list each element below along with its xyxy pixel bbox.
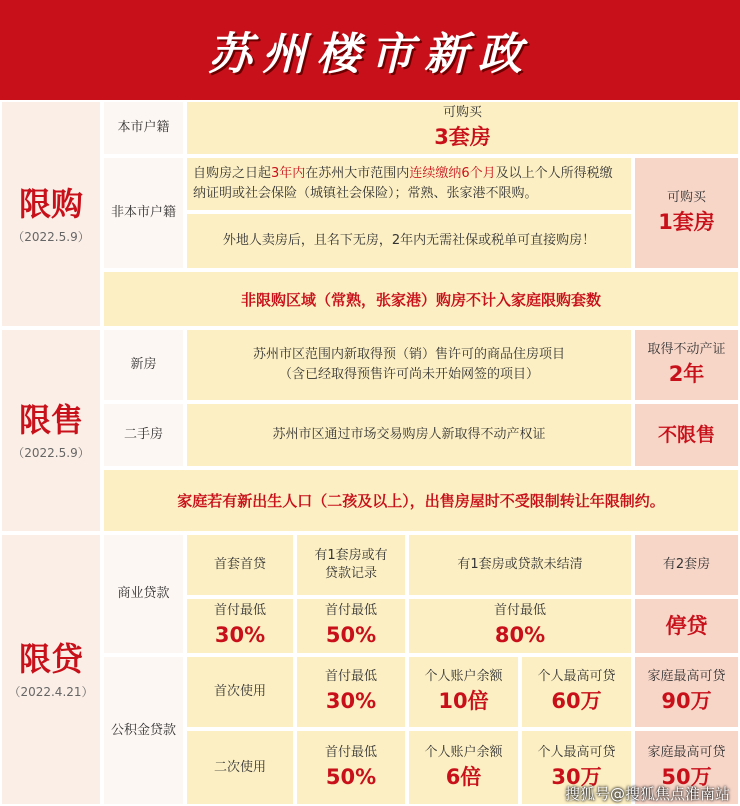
nonlocal-result-cell [633,156,740,270]
rule-part-2: 在苏州大市范围内 [305,166,410,181]
second-hand-label-cell [102,402,185,468]
nonlocal-note: 外地人卖房后，且名下无房，2年内无需社保或税单可直接购房！ [222,233,596,248]
second-hand-result: 不限售 [657,424,715,446]
second-hand-result-cell [633,402,740,468]
commercial-h1-cell [185,533,295,597]
commercial-h4: 有2套房 [662,557,711,572]
fund-second-s2: 个人账户余额 [424,744,503,760]
purchase-section-title: 限购 [18,184,83,223]
commercial-loan-label-cell [102,533,185,655]
fund-first-v3: 60万 [551,689,602,713]
fund-first-s2: 个人账户余额 [424,669,503,684]
commercial-v2-cell [295,597,407,655]
commercial-v1: 30% [214,623,266,647]
new-house-desc-1: 苏州市区范围内新取得预（销）售许可的商品住房项目 [252,347,565,362]
second-hand-label: 二手房 [123,427,163,442]
rule-highlight-months: 连续缴纳6个月 [409,166,496,181]
new-house-result-label: 取得不动产证 [647,342,726,357]
commercial-s3: 首付最低 [493,603,546,618]
fund-first-s4: 家庭最高可贷 [647,669,726,684]
fund-first-label-cell [185,655,295,729]
local-amount: 3套房 [434,125,491,149]
fund-first-c1 [295,655,407,729]
commercial-s2: 首付最低 [324,603,377,618]
rule-part-1: 自购房之日起 [193,166,272,181]
fund-second-v4: 50万 [661,764,712,789]
fund-second-v2: 6倍 [445,764,482,789]
nonlocal-can-buy: 可购买 [666,190,706,205]
fund-first-label: 首次使用 [213,684,266,699]
purchase-footer-cell [102,270,740,328]
sale-section-title: 限售 [18,401,83,439]
sale-section-label [0,328,102,533]
page-title: 苏州楼市新政 [208,29,532,80]
fund-second-c2 [407,729,520,806]
commercial-h2: 有1套房或有贷款记录 [314,548,388,581]
commercial-v4: 停贷 [665,614,708,638]
loan-section-label [0,533,102,806]
new-house-desc-cell [185,328,633,402]
new-house-result-value: 2年 [668,362,705,386]
commercial-v4-cell [633,597,740,655]
new-house-label: 新房 [130,357,157,372]
new-house-label-cell [102,328,185,402]
fund-second-s1: 首付最低 [324,744,377,760]
local-residency-label-cell [102,100,185,156]
local-can-buy: 可购买 [442,105,482,120]
fund-first-v1: 30% [325,689,377,713]
commercial-v1-cell [185,597,295,655]
fund-second-s4: 家庭最高可贷 [647,744,726,760]
sale-footer: 家庭若有新出生人口（二孩及以上），出售房屋时不受限制转让年限制约。 [177,492,665,510]
fund-loan-label: 公积金贷款 [110,722,176,738]
commercial-h3: 有1套房或贷款未结清 [457,557,583,572]
fund-first-v2: 10倍 [438,689,489,713]
purchase-footer: 非限购区域（常熟，张家港）购房不计入家庭限购套数 [240,290,601,309]
header-banner [0,0,740,100]
watermark: 搜狐号@搜狐焦点淮南站 [564,785,730,803]
second-hand-desc: 苏州市区通过市场交易购房人新取得不动产权证 [272,427,546,442]
commercial-v2: 50% [325,623,377,647]
commercial-h3-cell [407,533,633,597]
nonlocal-residency-label-cell [102,156,185,270]
commercial-v3: 80% [494,623,546,647]
nonlocal-rule-cell [185,156,633,212]
fund-second-s3: 个人最高可贷 [537,744,616,760]
commercial-h2-cell [295,533,407,597]
fund-second-label-cell [185,729,295,806]
loan-section-date: （2022.4.21） [8,685,94,699]
nonlocal-amount: 1套房 [658,210,715,234]
commercial-v3-cell [407,597,633,655]
purchase-section-date: （2022.5.9） [12,229,90,244]
nonlocal-rule-text [191,164,627,204]
fund-loan-label-cell [102,655,185,806]
rule-highlight-years: 3年内 [271,166,306,181]
fund-first-s3: 个人最高可贷 [537,669,616,684]
nonlocal-residency-label: 非本市户籍 [110,205,176,220]
purchase-section-label [0,100,102,328]
commercial-h4-cell [633,533,740,597]
fund-second-v1: 50% [325,764,377,789]
loan-section-title: 限贷 [18,640,83,678]
commercial-loan-label: 商业贷款 [117,586,170,601]
new-house-desc-2: （含已经取得预售许可尚未开始网签的项目） [278,367,539,382]
second-hand-desc-cell [185,402,633,468]
nonlocal-note-cell [185,212,633,270]
fund-first-c3 [520,655,633,729]
sale-section-date: （2022.5.9） [12,446,90,460]
fund-second-v3: 30万 [551,764,602,789]
fund-second-c1 [295,729,407,806]
local-residency-result-cell [185,100,740,156]
commercial-s1: 首付最低 [213,603,266,618]
fund-first-c2 [407,655,520,729]
rule-part-3: 及以上个人所得税缴纳证明或社会保险（城镇社会保险）；常熟、张家港不限购。 [193,166,613,201]
fund-first-s1: 首付最低 [324,669,377,684]
commercial-h1: 首套首贷 [213,557,266,572]
new-house-result-cell [633,328,740,402]
fund-second-label: 二次使用 [213,759,266,775]
sale-footer-cell [102,468,740,533]
local-residency-label: 本市户籍 [117,120,170,135]
fund-first-c4 [633,655,740,729]
fund-first-v4: 90万 [661,689,712,713]
